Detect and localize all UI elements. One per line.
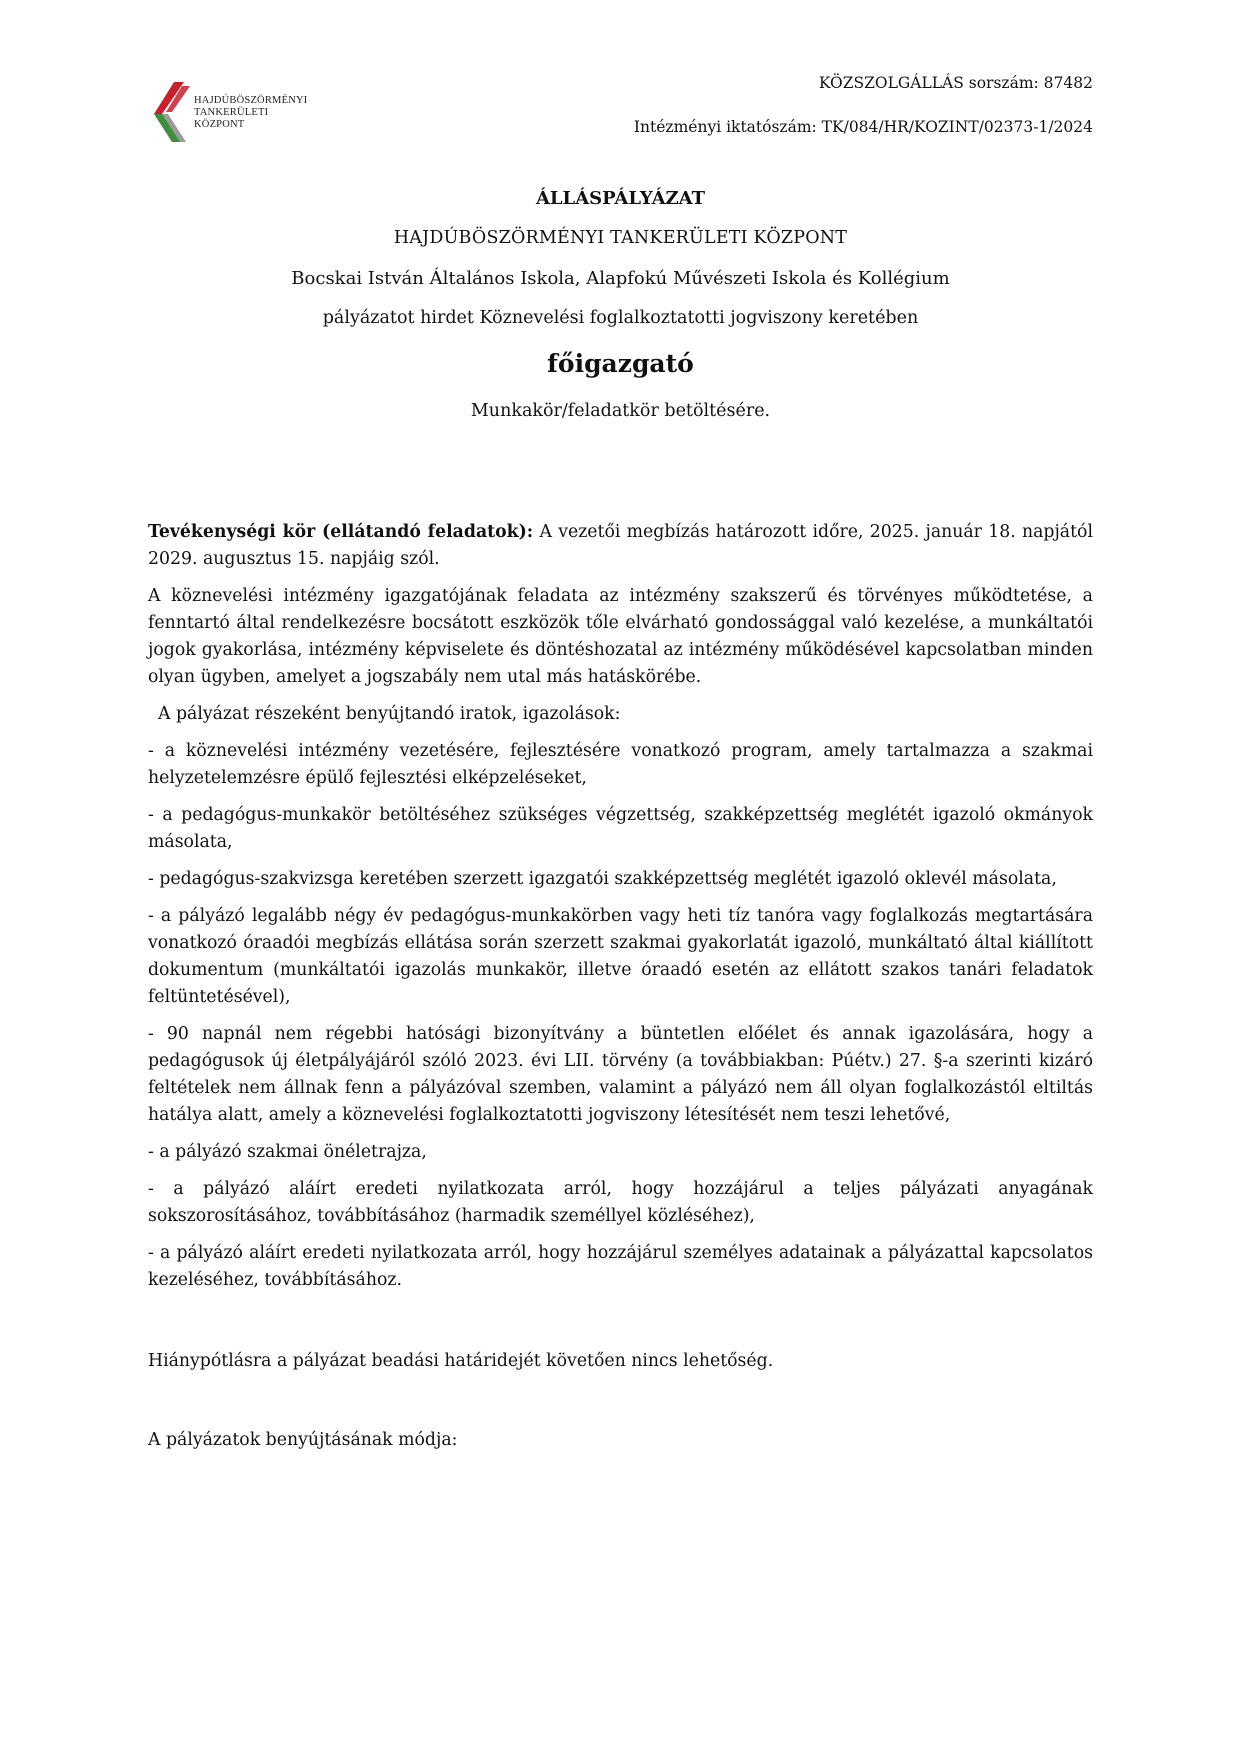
document-title: ÁLLÁSPÁLYÁZAT: [535, 188, 706, 209]
document-item: - a pályázó legalább négy év pedagógus-munkakörben vagy heti tíz tanóra vagy foglalkozás megtartására vonatkozó óraadói megbízás ellátása során szerzett szakmai gyakorlatát igazoló, munkáltató által kiállított dokumentum (munkáltatói igazolás munkakör, illetve óraadó esetén az ellátott szakos tanári feladatok feltüntetésével),: [148, 906, 1093, 1007]
scope-label: Tevékenységi kör (ellátandó feladatok):: [148, 522, 534, 542]
document-item: - pedagógus-szakvizsga keretében szerzett igazgatói szakképzettség meglétét igazoló oklevél másolata,: [148, 869, 1057, 889]
position-title: főigazgató: [547, 349, 694, 378]
logo-line-3: KÖZPONT: [194, 119, 245, 130]
scope-text: A vezetői megbízás határozott időre, 2025. január 18. napjától 2029. augusztus 15. napjáig szól.: [148, 522, 1093, 569]
document-item: - a pályázó aláírt eredeti nyilatkozata arról, hogy hozzájárul a teljes pályázati anyagának sokszorosításához, továbbításához (harmadik személlyel közléséhez),: [148, 1179, 1093, 1226]
filing-number: Intézményi iktatószám: TK/084/HR/KOZINT/02373-1/2024: [633, 118, 1093, 136]
organization-name: HAJDÚBÖSZÖRMÉNYI TANKERÜLETI KÖZPONT: [393, 228, 848, 248]
logo-text: [194, 95, 307, 131]
document-body: [148, 519, 1093, 1464]
duties-paragraph: A köznevelési intézmény igazgatójának feladata az intézmény szakszerű és törvényes működtetése, a fenntartó által rendelkezésre bocsátott eszközök tőle elvárható gondossággal való kezelése, a munkáltatói jogok gyakorlása, intézmény képviselete és döntéshozatal az intézmény működésével kapcsolatban minden olyan ügyben, amelyet a jogszabály nem utal más hatáskörébe.: [148, 586, 1093, 687]
document-item: - a pedagógus-munkakör betöltéséhez szükséges végzettség, szakképzettség meglétét igazoló okmányok másolata,: [148, 805, 1093, 852]
serial-number: KÖZSZOLGÁLLÁS sorszám: 87482: [818, 74, 1093, 92]
announcement-line: pályázatot hirdet Köznevelési foglalkoztatotti jogviszony keretében: [322, 308, 919, 328]
logo-line-1: HAJDÚBÖSZÖRMÉNYI: [194, 95, 308, 106]
logo-line-2: TANKERÜLETI: [194, 107, 269, 118]
scope-paragraph: [148, 519, 1093, 573]
documents-intro: A pályázat részeként benyújtandó iratok, igazolások:: [158, 704, 621, 724]
submission-method-heading: A pályázatok benyújtásának módja:: [148, 1430, 458, 1450]
logo-mark-icon: [154, 82, 194, 146]
no-supplement-note: Hiánypótlásra a pályázat beadási határidejét követően nincs lehetőség.: [148, 1351, 774, 1371]
organization-logo: [154, 82, 344, 146]
document-item: - 90 napnál nem régebbi hatósági bizonyítvány a büntetlen előélet és annak igazolására, hogy a pedagógusok új életpályájáról szóló 2023. évi LII. törvény (a továbbiakban: Púétv.) 27. §-a szerinti kizáró feltételek nem állnak fenn a pályázóval szemben, valamint a pályázó nem áll olyan foglalkozástól eltiltás hatálya alatt, amely a köznevelési foglalkoztatotti jogviszony létesítését nem teszi lehetővé,: [148, 1024, 1093, 1125]
school-name: Bocskai István Általános Iskola, Alapfokú Művészeti Iskola és Kollégium: [291, 268, 950, 289]
document-item: - a pályázó szakmai önéletrajza,: [148, 1142, 427, 1162]
document-item: - a köznevelési intézmény vezetésére, fejlesztésére vonatkozó program, amely tartalmazza a szakmai helyzetelemzésre épülő fejlesztési elképzeléseket,: [148, 741, 1093, 788]
document-item: - a pályázó aláírt eredeti nyilatkozata arról, hogy hozzájárul személyes adatainak a pályázattal kapcsolatos kezeléséhez, továbbításához.: [148, 1243, 1093, 1290]
fill-line: Munkakör/feladatkör betöltésére.: [470, 401, 771, 421]
